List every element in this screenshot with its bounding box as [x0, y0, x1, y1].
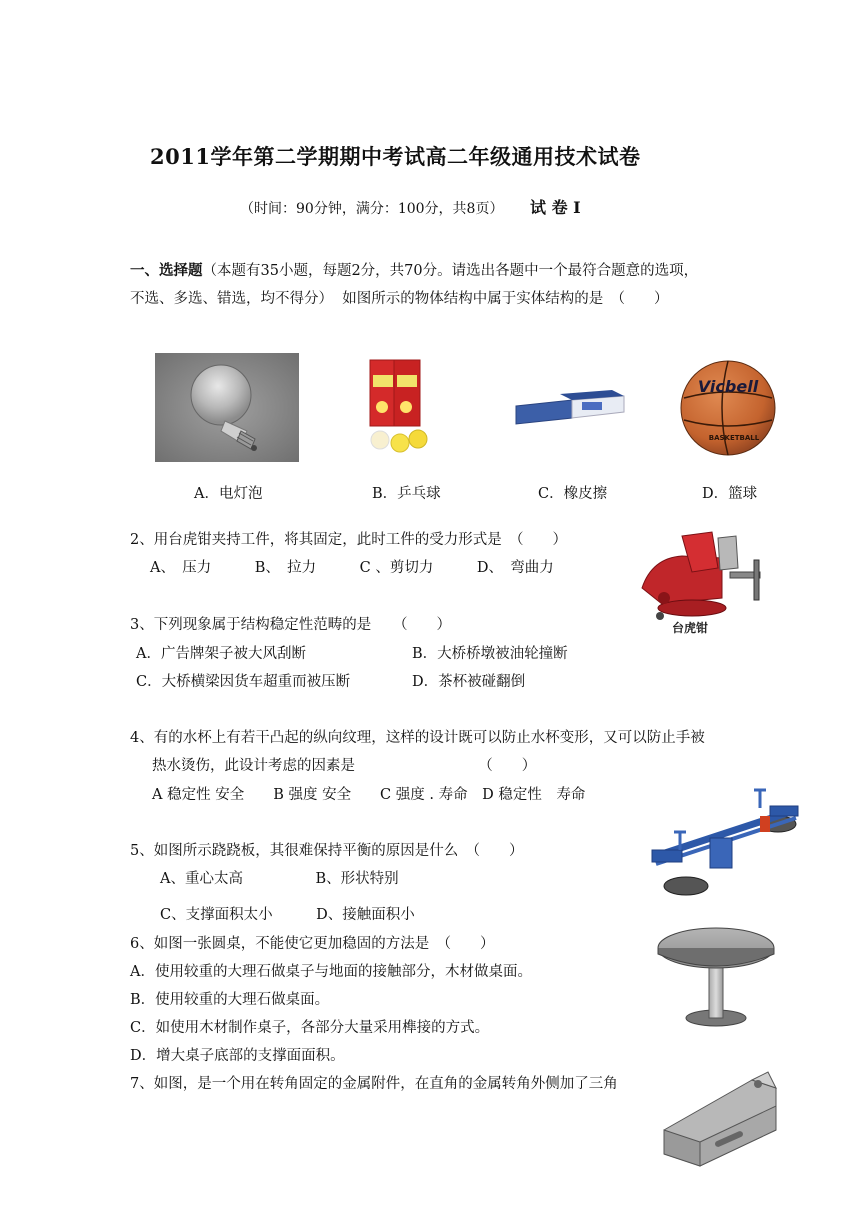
q6-option-b: B．使用较重的大理石做桌面。 [130, 992, 330, 1008]
page-title: 2011学年第二学期期中考试高二年级通用技术试卷 [150, 144, 641, 169]
basketball-image [678, 358, 778, 458]
q7-text: 7、如图，是一个用在转角固定的金属附件，在直角的金属转角外侧加了三角 [130, 1076, 618, 1092]
section-instructions-2: 不选、多选、错选，均不得分） [130, 291, 333, 307]
seesaw-image [650, 786, 802, 900]
q1-option-a: A．电灯泡 [194, 486, 263, 502]
q3-text: 3、下列现象属于结构稳定性范畴的是 （ ） [130, 617, 451, 633]
q6-option-d: D．增大桌子底部的支撑面面积。 [130, 1048, 345, 1064]
q6-option-a: A．使用较重的大理石做桌子与地面的接触部分，木材做桌面。 [130, 964, 532, 980]
eraser-image [512, 388, 630, 433]
section-heading: 一、选择题 [130, 262, 203, 279]
basketball-sub: BASKETBALL [708, 434, 760, 442]
section-instructions-line2 [130, 290, 668, 308]
q3-option-c: C．大桥横梁因货车超重而被压断 [136, 674, 351, 690]
q1-option-b: B．乒乓球 [372, 486, 441, 502]
section-instructions-1: （本题有35小题，每题2分，共70分。请选出各题中一个最符合题意的选项， [202, 263, 699, 279]
q3-option-b: B．大桥桥墩被油轮撞断 [412, 646, 568, 662]
q4-line2: 热水烫伤，此设计考虑的因素是 （ ） [152, 758, 537, 774]
q3-option-d: D．茶杯被碰翻倒 [412, 674, 526, 690]
q2-options: A、 压力 B、 拉力 C 、剪切力 D、 弯曲力 [150, 560, 554, 576]
q1-text: 如图所示的物体结构中属于实体结构的是 （ ） [342, 291, 669, 307]
q4-options: A 稳定性 安全 B 强度 安全 C 强度 . 寿命 D 稳定性 寿命 [152, 787, 586, 803]
q6-option-c: C．如使用木材制作桌子，各部分大量采用榫接的方式。 [130, 1020, 490, 1036]
bench-vise-image [622, 528, 770, 640]
round-table-image [655, 922, 777, 1030]
q6-text: 6、如图一张圆桌，不能使它更加稳固的方法是 （ ） [130, 936, 495, 952]
light-bulb-image [155, 353, 299, 462]
vise-caption: 台虎钳 [671, 621, 709, 635]
q2-text: 2、用台虎钳夹持工件，将其固定，此时工件的受力形式是 （ ） [130, 532, 567, 548]
q4-line1: 4、有的水杯上有若干凸起的纵向纹理，这样的设计既可以防止水杯变形，又可以防止手被 [130, 730, 705, 746]
q5-options-cd: C、支撑面积太小 D、接触面积小 [160, 907, 415, 923]
paper-label: 试 卷 Ⅰ [530, 198, 581, 217]
q5-options-ab: A、重心太高 B、形状特别 [160, 871, 399, 887]
exam-info: （时间：90分钟，满分：100分，共8页） [240, 201, 504, 217]
corner-bracket-image [660, 1070, 780, 1170]
q3-option-a: A．广告牌架子被大风刮断 [136, 646, 306, 662]
q5-text: 5、如图所示跷跷板，其很难保持平衡的原因是什么 （ ） [130, 843, 524, 859]
section-heading-line [130, 262, 698, 280]
q1-option-c: C．橡皮擦 [538, 486, 608, 502]
basketball-brand: Vicbell [697, 377, 759, 396]
q1-option-d: D．篮球 [702, 486, 758, 502]
ping-pong-image [360, 355, 450, 460]
